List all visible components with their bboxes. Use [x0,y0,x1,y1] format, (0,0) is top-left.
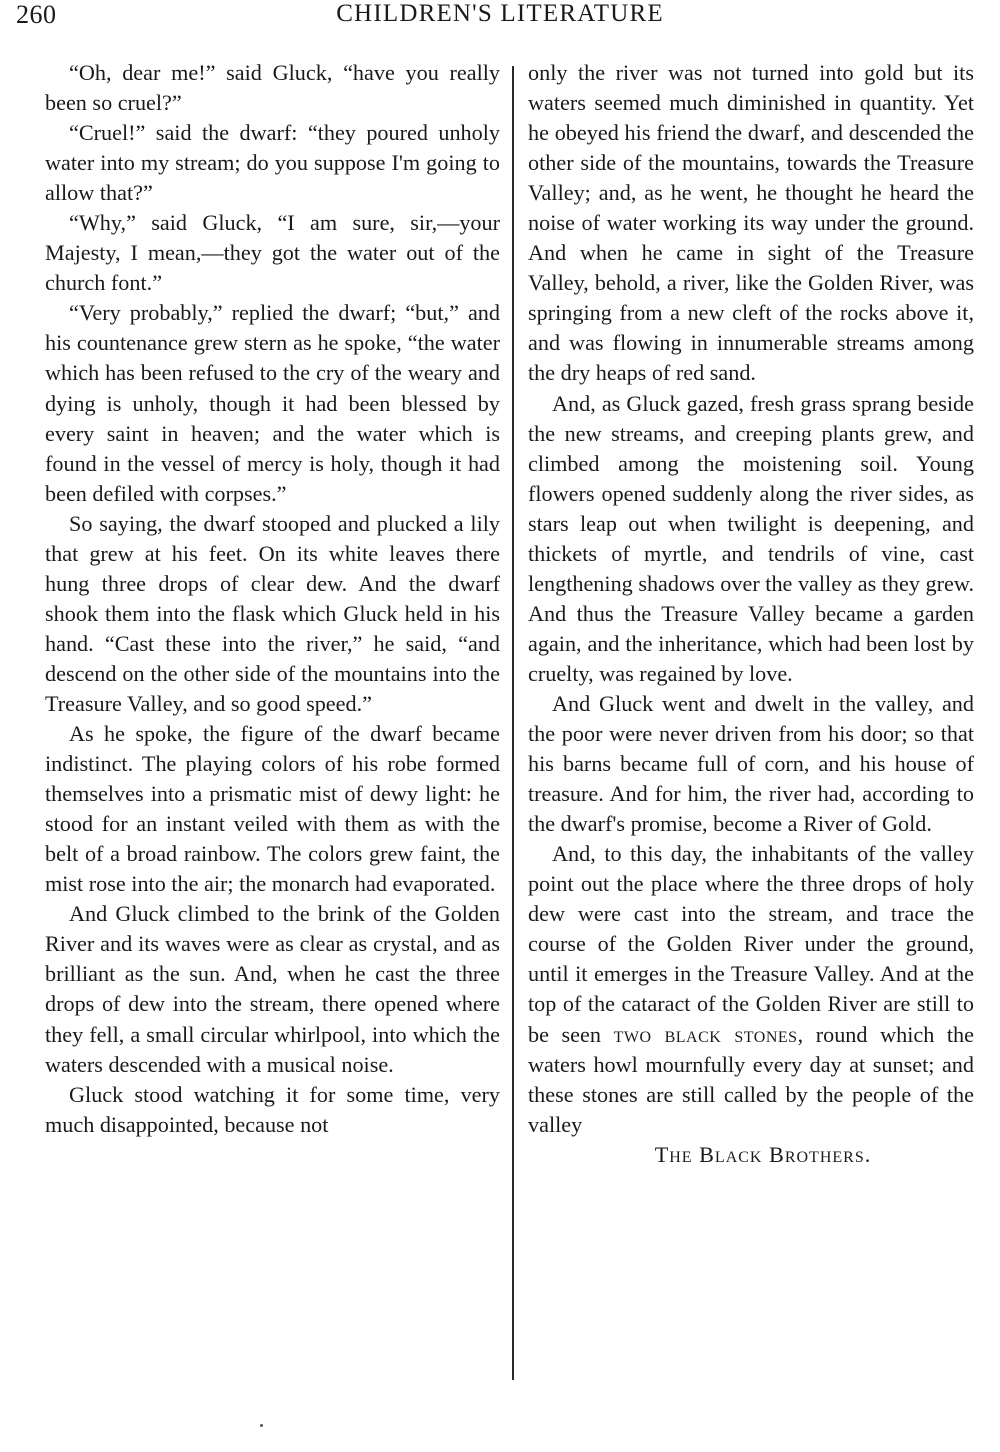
paragraph: “Cruel!” said the dwarf: “they poured unholy water into my stream; do you suppose I'm going to allow that?” [45,120,500,206]
paragraph: “Very probably,” replied the dwarf; “but,” and his countenance grew stern as he spoke, “the water which has been refused to the cry of the weary and dying is unholy, though it had been blessed by every saint in heaven; and the water which is found in the vessel of mercy is holy, though it had been defiled with corpses.” [45,300,500,506]
paragraph: And Gluck climbed to the brink of the Golden River and its waves were as clear as crystal, and as brilliant as the sun. And, when he cast the three drops of dew into the stream, there opened where they fell, a small circular whirlpool, into which the waters descended with a musical noise. [45,901,500,1077]
left-column [45,58,500,1140]
small-caps-phrase: two black stones [613,1021,798,1047]
paragraph: As he spoke, the figure of the dwarf became indistinct. The playing colors of his robe formed themselves into a prismatic mist of dewy light: he stood for an instant veiled with them as with the belt of a broad rainbow. The colors grew faint, the mist rose into the air; the monarch had evaporated. [45,721,500,897]
paragraph: Gluck stood watching it for some time, very much disappointed, because not [45,1081,500,1137]
paragraph: only the river was not turned into gold but its waters seemed much diminished in quantity. Yet he obeyed his friend the dwarf, and descended the other side of the mountains, towards the Treasure Valley; and, as he went, he thought he heard the noise of water working its way under the ground. And when he came in sight of the Treasure Valley, behold, a river, like the Golden River, was springing from a new cleft of the rocks above it, and was flowing in innumerable streams among the dry heaps of red sand. [528,60,974,386]
closing-signature: The Black Brothers. [654,1141,872,1167]
right-column [528,58,974,1170]
paragraph: And Gluck went and dwelt in the valley, and the poor were never driven from his door; so that his barns became full of corn, and his house of treasure. And for him, the river had, according to the dwarf's promise, become a River of Gold. [528,690,974,837]
paragraph-text: , round which the waters howl mournfully every day at sunset; and these stones are still called by the people of the valley [528,1021,974,1137]
column-divider [512,66,514,1380]
paragraph: So saying, the dwarf stooped and plucked a lily that grew at his feet. On its white leaves there hung three drops of clear dew. And the dwarf shook them into the flask which Gluck held in his hand. “Cast these into the river,” he said, “and descend on the other side of the mountains into the Treasure Valley, and so good speed.” [45,510,500,716]
paragraph [528,839,974,1139]
ink-speck [260,1424,263,1427]
page-number: 260 [16,0,57,29]
page-header [0,0,1000,40]
paragraph: “Oh, dear me!” said Gluck, “have you really been so cruel?” [45,60,500,116]
paragraph: “Why,” said Gluck, “I am sure, sir,—your Majesty, I mean,—they got the water out of the church font.” [45,210,500,296]
running-title: CHILDREN'S LITERATURE [336,0,664,27]
paragraph-text: And, to this day, the inhabitants of the valley point out the place where the three drops of holy dew were cast into the stream, and trace the course of the Golden River under the ground, until it emerges in the Treasure Valley. And at the top of the cataract of the Golden River are still to be seen [528,841,974,1047]
paragraph: And, as Gluck gazed, fresh grass sprang beside the new streams, and creeping plants grew, and climbed among the moistening soil. Young flowers opened suddenly along the river sides, as stars leap out when twilight is deepening, and thickets of myrtle, and tendrils of vine, cast lengthening shadows over the valley as they grew. And thus the Treasure Valley became a garden again, and the inheritance, which had been lost by cruelty, was regained by love. [528,390,974,686]
